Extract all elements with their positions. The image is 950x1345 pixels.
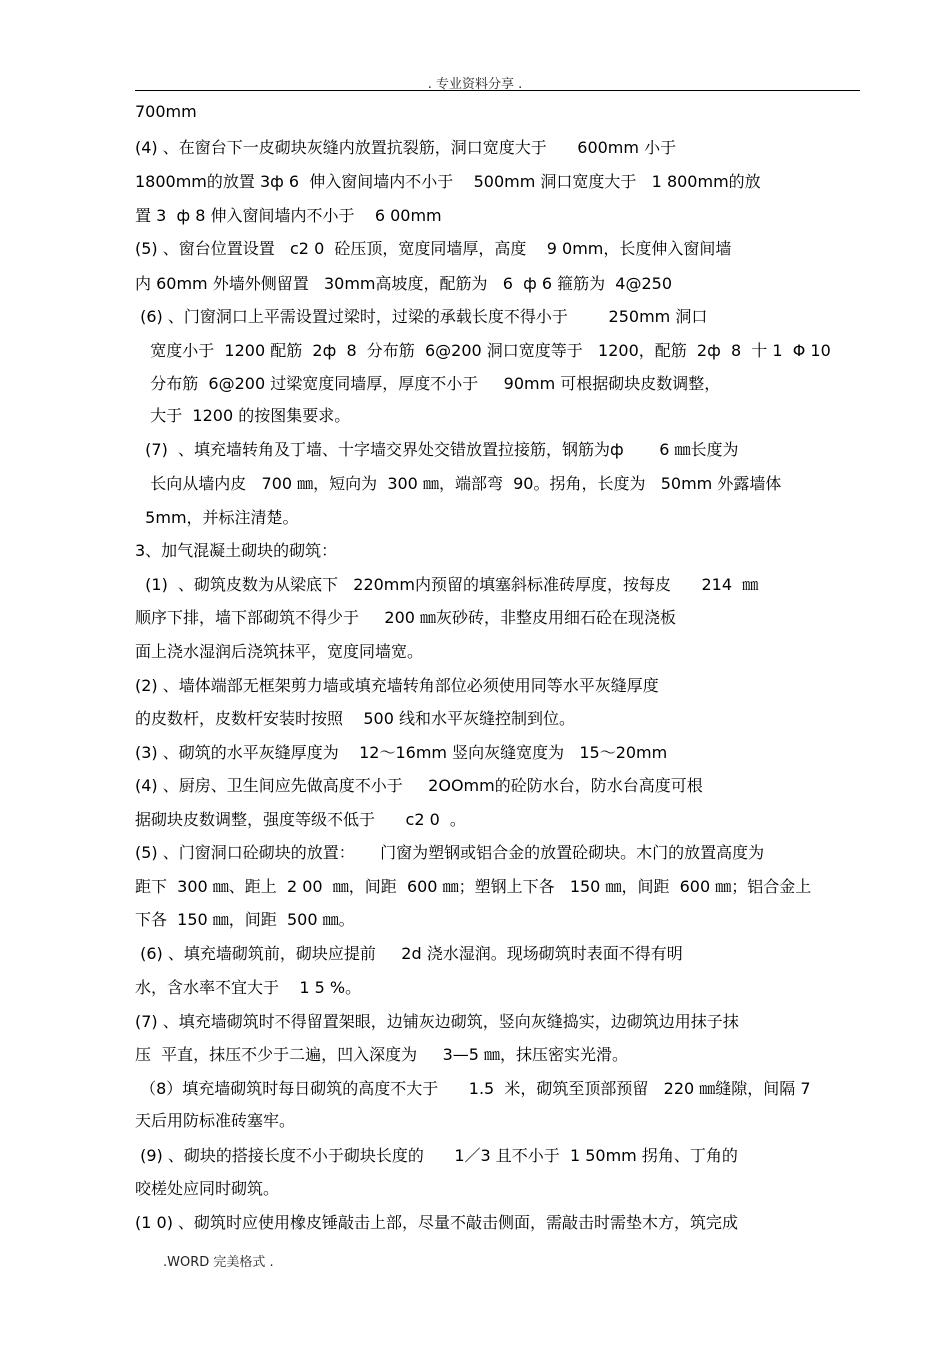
- text-line: 分布筋 6@200 过梁宽度同墙厚，厚度不小于 90mm 可根据砌块皮数调整，: [135, 374, 721, 393]
- text-line: (5) 、窗台位置设置 c2 0 砼压顶，宽度同墙厚，高度 9 0mm，长度伸入窗间墙: [135, 239, 732, 258]
- text-line: 咬槎处应同时砌筑。: [135, 1179, 280, 1198]
- text-line: (7) 、填充墙砌筑时不得留置架眼，边铺灰边砌筑，竖向灰缝捣实，边砌筑边用抹子抹: [135, 1012, 739, 1031]
- text-line: (4) 、厨房、卫生间应先做高度不小于 2OOmm的砼防水台，防水台高度可根: [135, 776, 703, 795]
- page-footer: .WORD 完美格式 .: [163, 1255, 274, 1270]
- text-line: (6) 、填充墙砌筑前，砌块应提前 2d 浇水湿润。现场砌筑时表面不得有明: [135, 944, 683, 963]
- text-line: 置 3 ф 8 伸入窗间墙内不小于 6 00mm: [135, 206, 442, 225]
- text-line: （8）填充墙砌筑时每日砌筑的高度不大于 1.5 米，砌筑至顶部预留 220 ㎜缝隙，间隔 7: [135, 1079, 811, 1098]
- text-line: 宽度小于 1200 配筋 2ф 8 分布筋 6@200 洞口宽度等于 1200，配筋 2ф 8 十 1 Φ 10: [135, 341, 831, 360]
- text-line: (3) 、砌筑的水平灰缝厚度为 12～16mm 竖向灰缝宽度为 15～20mm: [135, 743, 668, 762]
- text-line: 长向从墙内皮 700 ㎜，短向为 300 ㎜，端部弯 90。拐角，长度为 50mm 外露墙体: [135, 474, 782, 493]
- text-line: (4) 、在窗台下一皮砌块灰缝内放置抗裂筋，洞口宽度大于 600mm 小于: [135, 138, 677, 157]
- text-line: (9) 、砌块的搭接长度不小于砌块长度的 1／3 且不小于 1 50mm 拐角、丁角的: [135, 1146, 738, 1165]
- page-header: . 专业资料分享 .: [427, 77, 523, 92]
- text-line: 压 平直，抹压不少于二遍，凹入深度为 3—5 ㎜，抹压密实光滑。: [135, 1045, 629, 1064]
- text-line: 顺序下排，墙下部砌筑不得少于 200 ㎜灰砂砖，非整皮用细石砼在现浇板: [135, 608, 677, 627]
- text-line: 的皮数杆，皮数杆安装时按照 500 线和水平灰缝控制到位。: [135, 709, 575, 728]
- text-line: 大于 1200 的按图集要求。: [135, 406, 351, 425]
- text-line: 水，含水率不宜大于 1 5 %。: [135, 978, 362, 997]
- text-line: 下各 150 ㎜，间距 500 ㎜。: [135, 910, 355, 929]
- text-line: 据砌块皮数调整，强度等级不低于 c2 0 。: [135, 810, 466, 829]
- text-line: 距下 300 ㎜、距上 2 00 ㎜，间距 600 ㎜；塑钢上下各 150 ㎜，间距 600 ㎜；铝合金上: [135, 877, 812, 896]
- text-line: 1800mm的放置 3ф 6 伸入窗间墙内不小于 500mm 洞口宽度大于 1 800mm的放: [135, 172, 761, 191]
- text-line: 天后用防标准砖塞牢。: [135, 1111, 296, 1130]
- header-divider: [135, 90, 860, 91]
- text-line: (6) 、门窗洞口上平需设置过梁时，过梁的承载长度不得小于 250mm 洞口: [135, 307, 708, 326]
- text-line: (1) 、砌筑皮数为从梁底下 220mm内预留的填塞斜标准砖厚度，按每皮 214 ㎜: [135, 575, 759, 594]
- text-line: 5mm，并标注清楚。: [135, 508, 299, 527]
- text-line: 内 60mm 外墙外侧留置 30mm高坡度，配筋为 6 ф 6 箍筋为 4@250: [135, 274, 673, 293]
- text-line: (1 0) 、砌筑时应使用橡皮锤敲击上部，尽量不敲击侧面，需敲击时需垫木方，筑完成: [135, 1213, 739, 1232]
- text-line: 面上浇水湿润后浇筑抹平，宽度同墙宽。: [135, 642, 424, 661]
- text-line: (2) 、墙体端部无框架剪力墙或填充墙转角部位必须使用同等水平灰缝厚度: [135, 676, 659, 695]
- text-line: (7) 、填充墙转角及丁墙、十字墙交界处交错放置拉接筋，钢筋为ф 6 ㎜长度为: [135, 440, 739, 459]
- text-line: (5) 、门窗洞口砼砌块的放置： 门窗为塑钢或铝合金的放置砼砌块。木门的放置高度为: [135, 843, 765, 862]
- text-line: 3、加气混凝土砌块的砌筑：: [135, 541, 338, 560]
- text-line: 700mm: [135, 102, 197, 121]
